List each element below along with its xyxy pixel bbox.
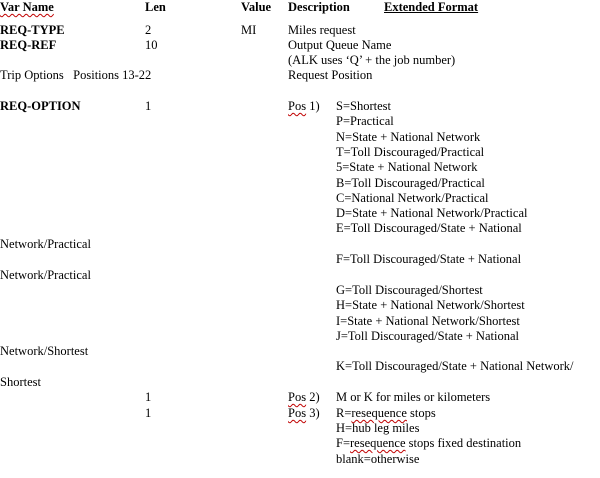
option-s: S=Shortest — [336, 99, 391, 113]
req-type-desc: Miles request — [288, 23, 356, 37]
option-b: B=Toll Discouraged/Practical — [336, 176, 485, 190]
option-f: F=Toll Discouraged/State + National — [336, 252, 522, 266]
req-option-name: REQ-OPTION — [0, 99, 81, 113]
req-ref-len: 10 — [145, 38, 158, 52]
option-k: K=Toll Discouraged/State + National Network/ — [336, 359, 574, 373]
option-p: P=Practical — [336, 114, 394, 128]
option-5: 5=State + National Network — [336, 160, 478, 174]
option-i: I=State + National Network/Shortest — [336, 314, 520, 328]
option-h: H=State + National Network/Shortest — [336, 298, 525, 312]
option-k-wrap: Shortest — [0, 375, 41, 389]
pos-1-label: Pos 1) — [288, 99, 320, 113]
pos-3-blank: blank=otherwise — [336, 452, 420, 466]
option-n: N=State + National Network — [336, 130, 481, 144]
req-ref-desc-2: (ALK uses ‘Q’ + the job number) — [288, 53, 456, 67]
pos-3-label: Pos 3) — [288, 406, 320, 420]
req-option-len: 1 — [145, 99, 152, 113]
header-extended-format: Extended Format — [384, 0, 479, 14]
option-c: C=National Network/Practical — [336, 191, 489, 205]
req-type-name: REQ-TYPE — [0, 23, 65, 37]
trip-options-label: Trip Options Positions 13-22 — [0, 68, 152, 82]
pos-2-desc: M or K for miles or kilometers — [336, 390, 491, 404]
header-var-name: Var Name — [0, 0, 54, 14]
req-ref-desc-1: Output Queue Name — [288, 38, 392, 52]
option-e-wrap: Network/Practical — [0, 237, 91, 251]
pos-3-r: R=resequence stops — [336, 406, 436, 420]
req-type-value: MI — [241, 23, 257, 37]
trip-options-desc: Request Position — [288, 68, 373, 82]
option-d: D=State + National Network/Practical — [336, 206, 528, 220]
pos-2-label: Pos 2) — [288, 390, 320, 404]
option-j: J=Toll Discouraged/State + National — [336, 329, 519, 343]
header-description: Description — [288, 0, 350, 14]
pos-3-h: H=hub leg miles — [336, 421, 420, 435]
pos-3-f: F=resequence stops fixed destination — [336, 436, 522, 450]
option-f-wrap: Network/Practical — [0, 268, 91, 282]
req-type-len: 2 — [145, 23, 152, 37]
pos-3-len: 1 — [145, 406, 152, 420]
option-t: T=Toll Discouraged/Practical — [336, 145, 485, 159]
header-value: Value — [241, 0, 272, 14]
header-len: Len — [145, 0, 166, 14]
option-j-wrap: Network/Shortest — [0, 344, 89, 358]
pos-2-len: 1 — [145, 390, 152, 404]
option-e: E=Toll Discouraged/State + National — [336, 221, 522, 235]
req-ref-name: REQ-REF — [0, 38, 57, 52]
option-g: G=Toll Discouraged/Shortest — [336, 283, 483, 297]
